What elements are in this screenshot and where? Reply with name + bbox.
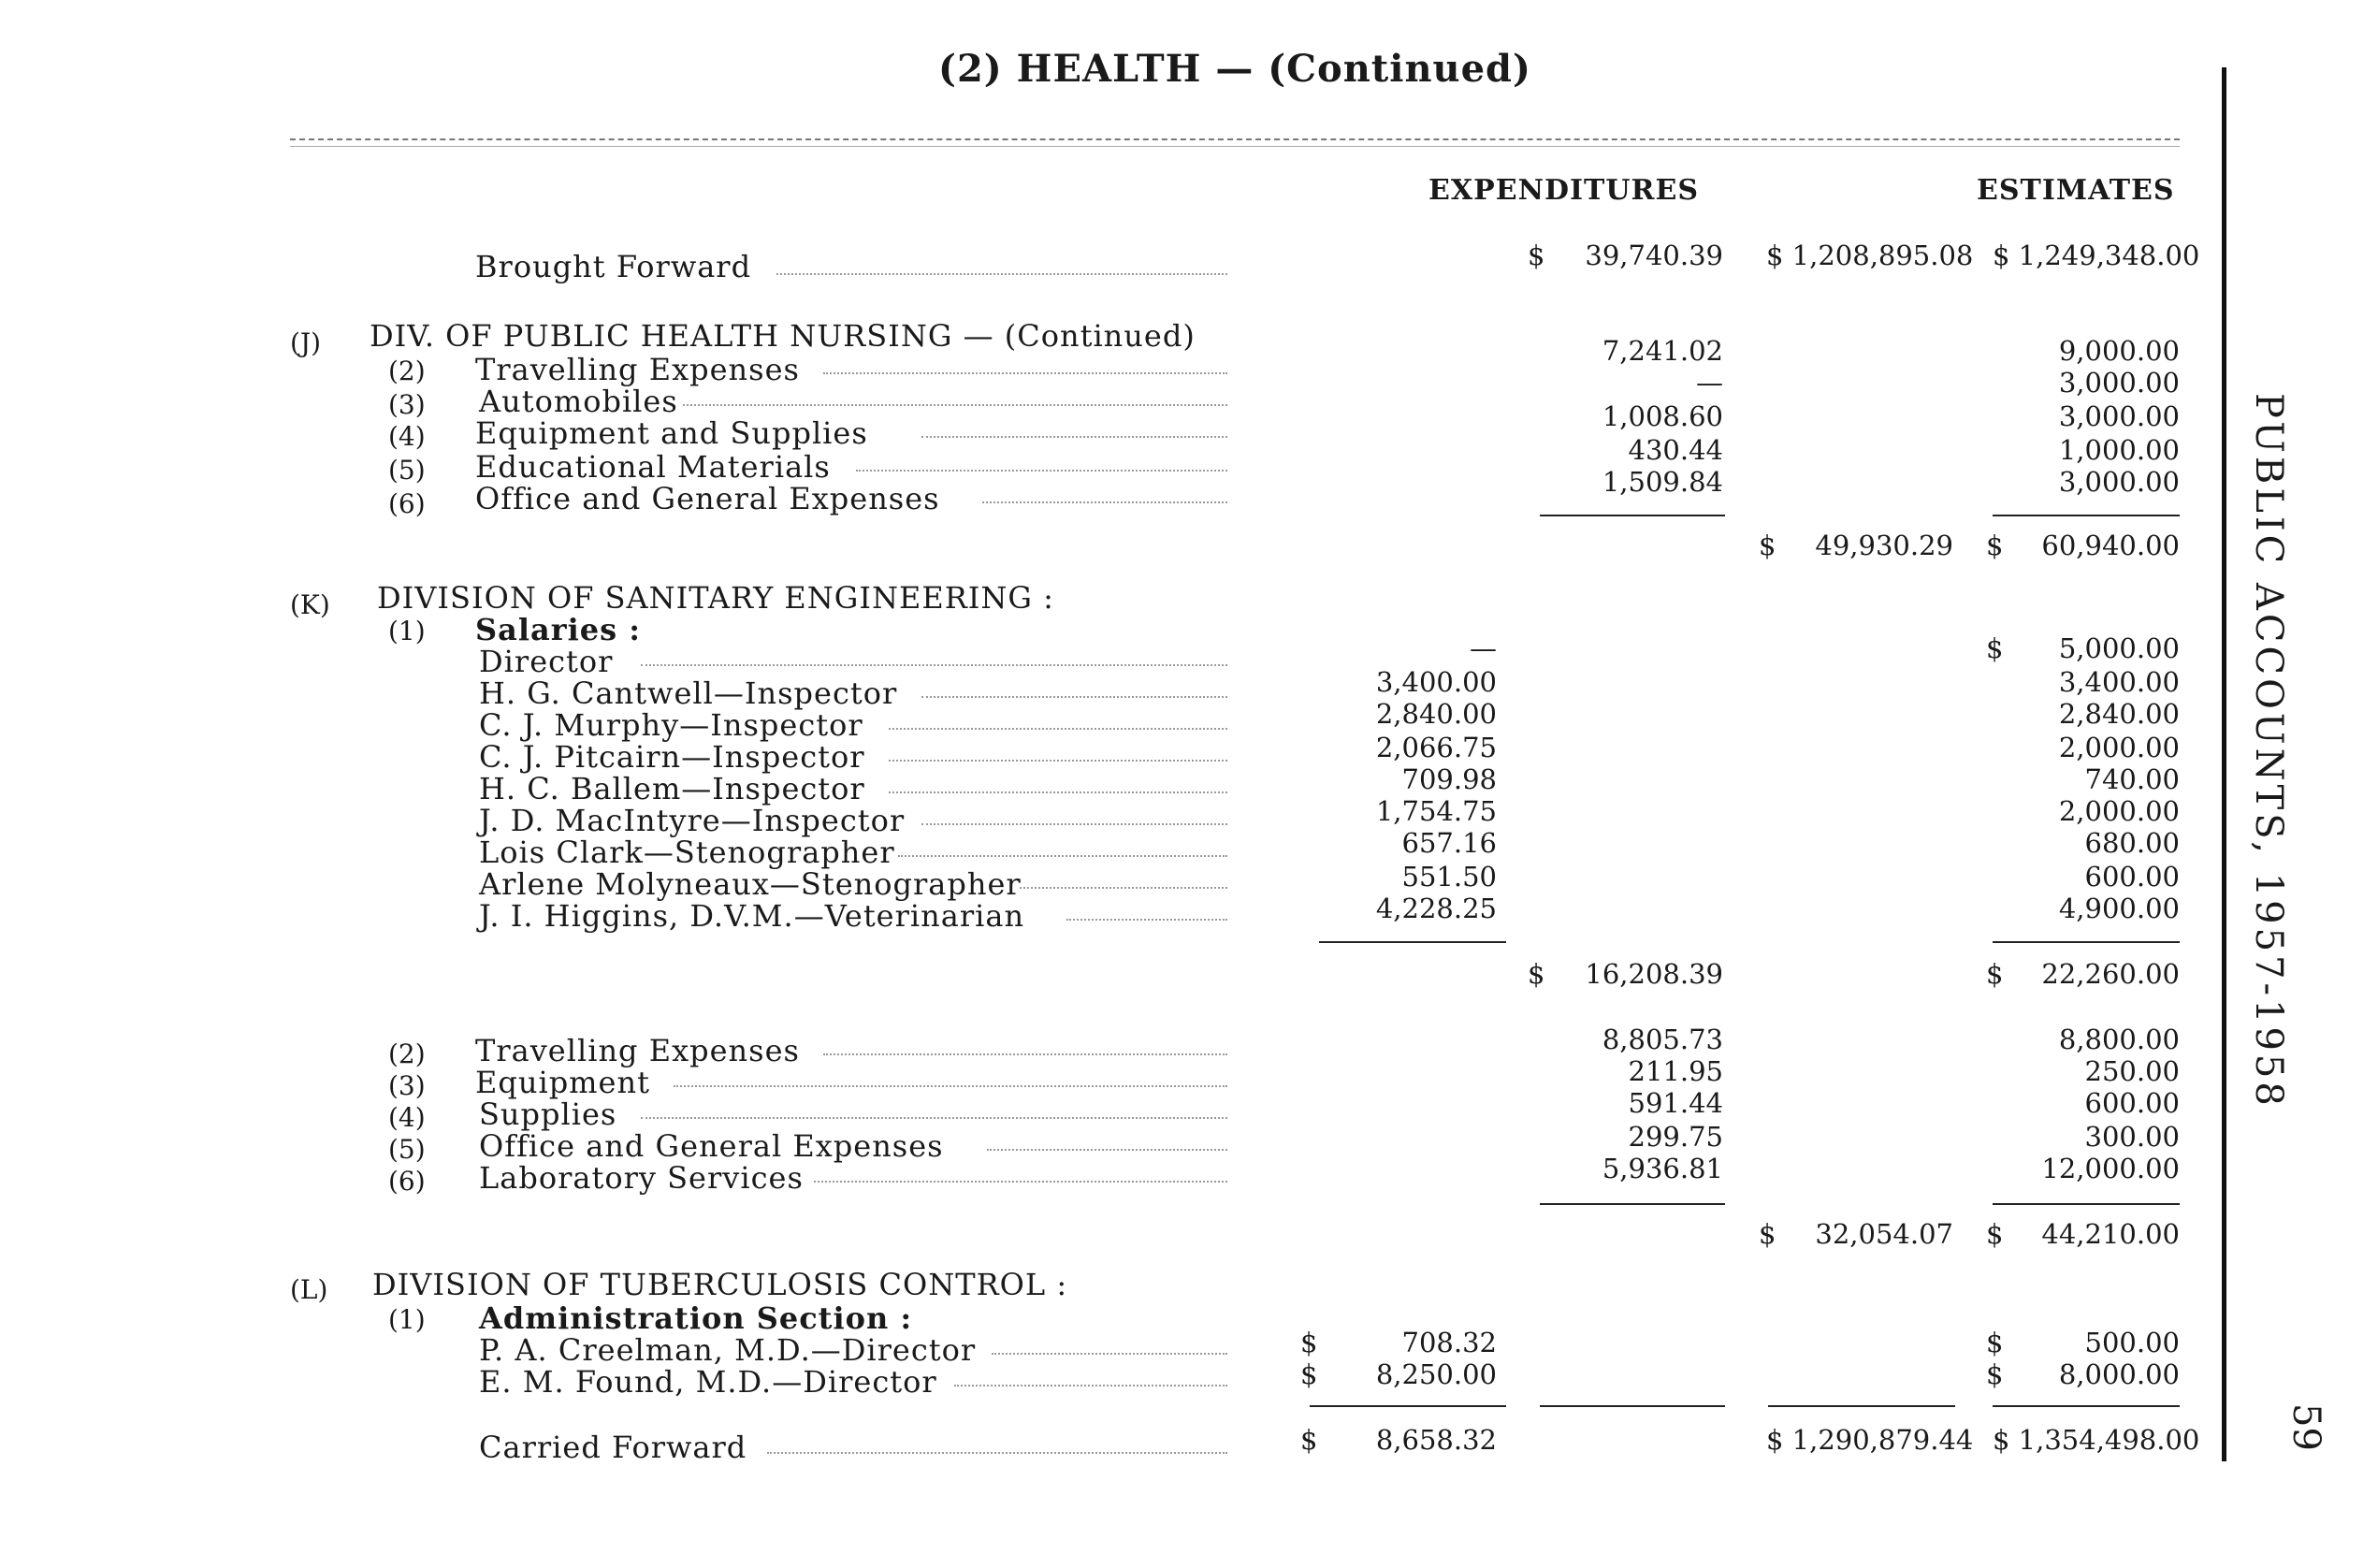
salaries-heading: Salaries : (475, 612, 642, 647)
item-estimate: 12,000.00 (2041, 1153, 2180, 1184)
brought-forward-exp: 39,740.39 (1585, 240, 1723, 271)
admin-item-expenditure: 708.32 (1401, 1327, 1497, 1358)
carried-forward-label: Carried Forward (479, 1430, 747, 1465)
item-number: (6) (388, 1166, 426, 1197)
admin-item-estimate: 500.00 (2084, 1327, 2180, 1358)
header-rule-thin (290, 146, 2180, 147)
item-label: Travelling Expenses (475, 1033, 800, 1068)
section-heading: DIVISION OF SANITARY ENGINEERING : (377, 580, 1054, 616)
item-estimate: 8,800.00 (2058, 1024, 2180, 1055)
leader-dots (683, 404, 1227, 406)
salary-estimate: 740.00 (2084, 763, 2180, 795)
item-number: (2) (388, 356, 426, 386)
item-number: (3) (388, 1070, 426, 1101)
salary-label: Arlene Molyneaux—Stenographer (479, 866, 1022, 902)
dollar-sign: $ (1986, 1327, 2004, 1358)
salary-estimate: 4,900.00 (2058, 893, 2180, 924)
dollar-sign: $ (1300, 1424, 1318, 1456)
item-expenditure: 211.95 (1628, 1055, 1723, 1087)
leader-dots (823, 372, 1227, 374)
dollar-sign: $ (1986, 632, 2004, 664)
item-estimate: 3,000.00 (2058, 400, 2180, 432)
section-k-total-est: 44,210.00 (2041, 1218, 2180, 1250)
salary-label: C. J. Murphy—Inspector (479, 707, 863, 743)
salary-expenditure: 4,228.25 (1375, 893, 1497, 924)
item-estimate: 1,000.00 (2058, 434, 2180, 466)
salary-estimate: 5,000.00 (2058, 632, 2180, 664)
header-rule (290, 138, 2180, 140)
leader-dots (954, 1385, 1227, 1387)
item-expenditure: 7,241.02 (1602, 335, 1723, 367)
salary-label: Lois Clark—Stenographer (479, 835, 895, 870)
salaries-total-est: 22,260.00 (2041, 958, 2180, 990)
dollar-sign: $ (1986, 1218, 2004, 1250)
total-rule (1310, 1405, 1506, 1407)
admin-section-heading: Administration Section : (479, 1300, 913, 1336)
brought-forward-subtotal: $ 1,208,895.08 (1766, 240, 1974, 271)
item-expenditure: 591.44 (1628, 1087, 1723, 1119)
dollar-sign: $ (1759, 530, 1776, 561)
item-label: Automobiles (479, 384, 678, 419)
admin-item-label: P. A. Creelman, M.D.—Director (479, 1332, 977, 1368)
salary-label: C. J. Pitcairn—Inspector (479, 739, 865, 775)
dollar-sign: $ (1986, 958, 2004, 990)
carried-forward-exp: 8,658.32 (1375, 1424, 1497, 1456)
item-estimate: 3,000.00 (2058, 466, 2180, 498)
salary-estimate: 2,000.00 (2058, 795, 2180, 827)
dollar-sign: $ (1759, 1218, 1776, 1250)
item-label: Equipment and Supplies (475, 415, 868, 451)
salary-estimate: 680.00 (2084, 827, 2180, 859)
salary-expenditure: 2,840.00 (1375, 698, 1497, 730)
item-label: Office and General Expenses (479, 1128, 944, 1164)
total-rule (1540, 1405, 1725, 1407)
leader-dots (641, 1117, 1227, 1119)
salary-estimate: 600.00 (2084, 861, 2180, 893)
item-label: Supplies (479, 1096, 617, 1132)
leader-dots (641, 664, 1227, 666)
salaries-total-exp: 16,208.39 (1585, 958, 1723, 990)
item-expenditure: 430.44 (1628, 434, 1723, 466)
item-number: (6) (388, 488, 426, 519)
leader-dots (1066, 919, 1227, 921)
salary-expenditure: 2,066.75 (1375, 732, 1497, 763)
dollar-sign: $ (1528, 240, 1545, 271)
brought-forward-estimate: $ 1,249,348.00 (1993, 240, 2200, 271)
section-code: (K) (290, 589, 330, 620)
subtotal-rule (1993, 941, 2180, 943)
leader-dots (889, 760, 1227, 762)
total-rule (1768, 1405, 1955, 1407)
salary-expenditure: 1,754.75 (1375, 795, 1497, 827)
subtotal-rule (1540, 515, 1725, 516)
salary-expenditure: 3,400.00 (1375, 666, 1497, 698)
dollar-sign: $ (1986, 530, 2004, 561)
leader-dots (814, 1181, 1227, 1183)
dollar-sign: $ (1528, 958, 1545, 990)
item-estimate: 600.00 (2084, 1087, 2180, 1119)
leader-dots (921, 823, 1227, 825)
brought-forward-label: Brought Forward (475, 249, 752, 284)
admin-item-label: E. M. Found, M.D.—Director (479, 1364, 937, 1400)
subtotal-rule (1993, 1203, 2180, 1205)
section-heading: DIV. OF PUBLIC HEALTH NURSING — (Continued) (370, 318, 1196, 354)
dollar-sign: $ (1986, 1358, 2004, 1390)
item-number: (5) (388, 455, 426, 486)
expenditures-header: EXPENDITURES (1428, 174, 1699, 207)
page-title: (2) HEALTH — (Continued) (938, 47, 1531, 91)
item-expenditure: 8,805.73 (1602, 1024, 1723, 1055)
item-number: (5) (388, 1134, 426, 1165)
leader-dots (987, 1149, 1227, 1151)
section-code: (J) (290, 327, 322, 358)
item-number: (1) (388, 1304, 426, 1335)
section-k-total-exp: 32,054.07 (1815, 1218, 1953, 1250)
admin-item-expenditure: 8,250.00 (1375, 1358, 1497, 1390)
subtotal-rule (1540, 1203, 1725, 1205)
item-estimate: 3,000.00 (2058, 367, 2180, 399)
leader-dots (889, 728, 1227, 730)
item-label: Equipment (475, 1065, 650, 1100)
leader-dots (982, 501, 1227, 503)
item-label: Travelling Expenses (475, 352, 800, 387)
salary-label: H. C. Ballem—Inspector (479, 771, 865, 806)
leader-dots (889, 791, 1227, 793)
item-label: Office and General Expenses (475, 481, 940, 516)
salary-expenditure: 551.50 (1401, 861, 1497, 893)
item-estimate: 250.00 (2084, 1055, 2180, 1087)
salary-label: H. G. Cantwell—Inspector (479, 675, 898, 711)
item-estimate: 9,000.00 (2058, 335, 2180, 367)
salary-estimate: 3,400.00 (2058, 666, 2180, 698)
margin-bar (2222, 67, 2226, 1461)
leader-dots (992, 1353, 1227, 1355)
item-label: Laboratory Services (479, 1160, 804, 1196)
side-title: PUBLIC ACCOUNTS, 1957-1958 (2247, 393, 2290, 1110)
item-number: (1) (388, 616, 426, 646)
salary-label: J. I. Higgins, D.V.M.—Veterinarian (479, 898, 1025, 934)
section-code: (L) (290, 1274, 328, 1305)
leader-dots (1020, 887, 1227, 889)
leader-dots (767, 1452, 1227, 1454)
page-number: 59 (2284, 1403, 2327, 1451)
section-j-total-est: 60,940.00 (2041, 530, 2180, 561)
estimates-header: ESTIMATES (1977, 174, 2175, 207)
section-j-total-exp: 49,930.29 (1815, 530, 1953, 561)
item-number: (4) (388, 421, 426, 452)
salary-estimate: 2,840.00 (2058, 698, 2180, 730)
dollar-sign: $ (1300, 1358, 1318, 1390)
leader-dots (921, 436, 1227, 438)
item-expenditure: 1,509.84 (1602, 466, 1723, 498)
salary-estimate: 2,000.00 (2058, 732, 2180, 763)
salary-label: J. D. MacIntyre—Inspector (479, 803, 906, 838)
leader-dots (856, 470, 1227, 472)
leader-dots (823, 1053, 1227, 1055)
salary-expenditure: — (1470, 632, 1497, 664)
item-estimate: 300.00 (2084, 1121, 2180, 1153)
section-heading: DIVISION OF TUBERCULOSIS CONTROL : (372, 1267, 1068, 1302)
total-rule (1993, 1405, 2180, 1407)
subtotal-rule (1993, 515, 2180, 516)
carried-forward-estimate: $ 1,354,498.00 (1993, 1424, 2200, 1456)
item-number: (3) (388, 389, 426, 420)
item-expenditure: 5,936.81 (1602, 1153, 1723, 1184)
item-number: (4) (388, 1102, 426, 1133)
admin-item-estimate: 8,000.00 (2058, 1358, 2180, 1390)
item-expenditure: 299.75 (1628, 1121, 1723, 1153)
salary-expenditure: 657.16 (1401, 827, 1497, 859)
leader-dots (674, 1085, 1227, 1087)
leader-dots (921, 696, 1227, 698)
item-label: Educational Materials (475, 449, 831, 485)
item-number: (2) (388, 1038, 426, 1069)
carried-forward-subtotal: $ 1,290,879.44 (1766, 1424, 1974, 1456)
dollar-sign: $ (1300, 1327, 1318, 1358)
item-expenditure: — (1696, 367, 1723, 399)
subtotal-rule (1319, 941, 1506, 943)
leader-dots (898, 855, 1227, 857)
item-expenditure: 1,008.60 (1602, 400, 1723, 432)
salary-label: Director (479, 644, 614, 679)
salary-expenditure: 709.98 (1401, 763, 1497, 795)
leader-dots (776, 273, 1227, 275)
